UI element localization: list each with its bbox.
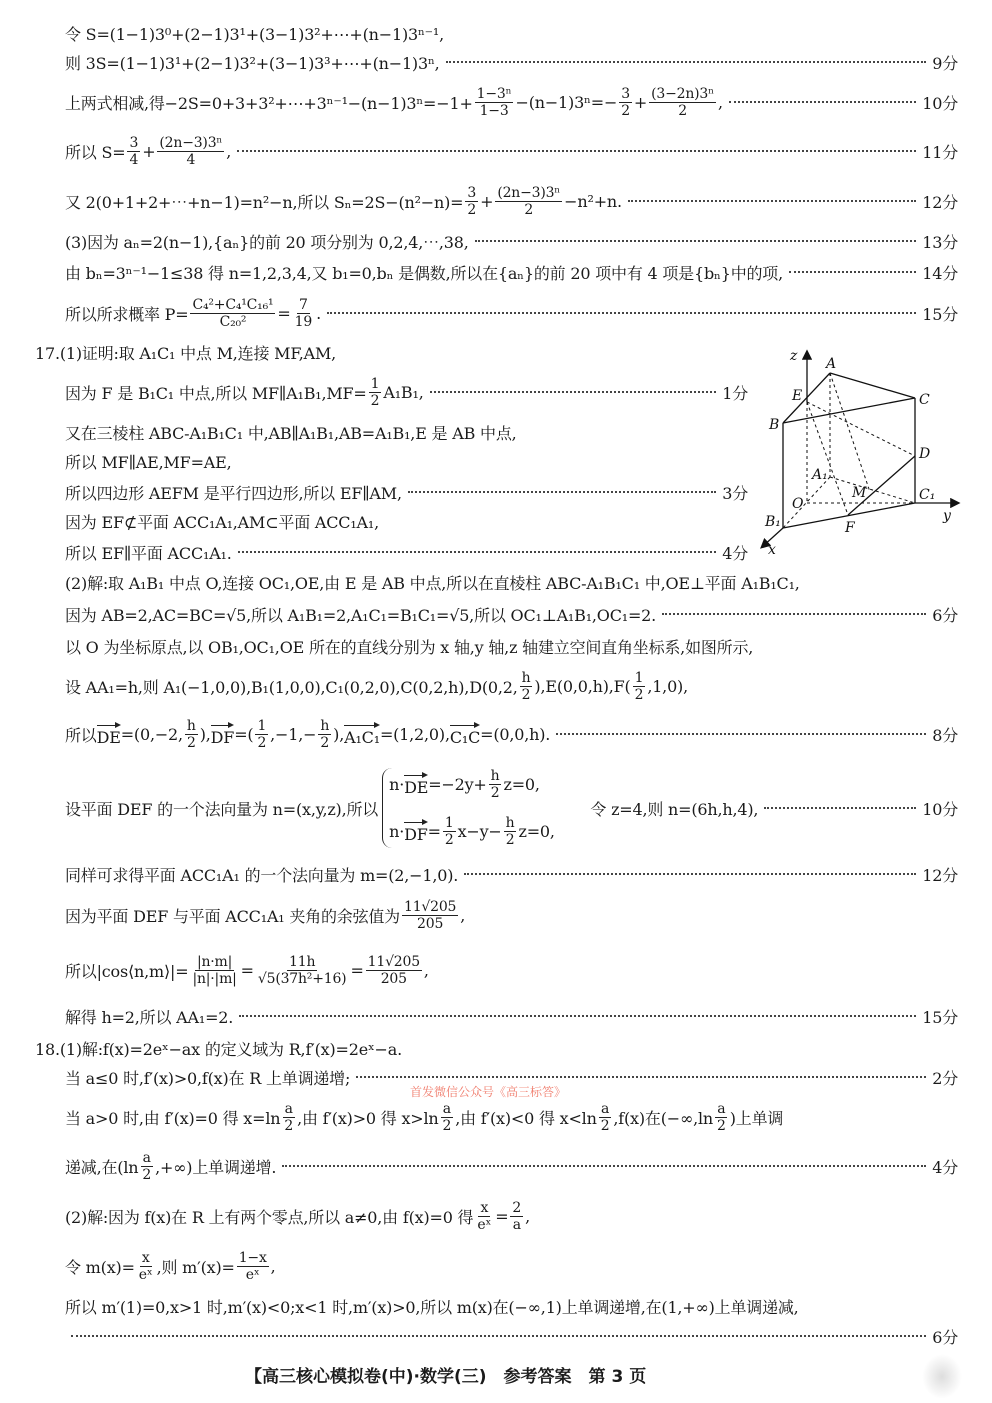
label-f: F bbox=[845, 520, 855, 536]
fraction-numerator: a bbox=[142, 1149, 151, 1166]
fraction bbox=[504, 815, 517, 848]
text-segment: 又 2(0+1+2+⋯+n−1)=n²−n,所以 Sₙ=2S−(n²−n)= bbox=[65, 192, 464, 212]
fraction-numerator: h bbox=[186, 717, 196, 734]
fraction-numerator: a bbox=[442, 1100, 451, 1117]
label-c1: C₁ bbox=[919, 487, 936, 503]
solution-line bbox=[65, 859, 958, 889]
text-segment: ,−1,− bbox=[270, 724, 317, 744]
fraction-numerator: (3−2n)3ⁿ bbox=[651, 85, 714, 102]
text-segment: = bbox=[495, 1206, 509, 1226]
label-a1: A₁ bbox=[812, 467, 828, 483]
score-label: 15分 bbox=[922, 302, 958, 325]
fraction-numerator: 1−3ⁿ bbox=[476, 85, 512, 102]
dot-leader bbox=[662, 613, 926, 615]
equation-system bbox=[382, 768, 555, 848]
text-segment: 因为 EF⊄平面 ACC₁A₁,AM⊂平面 ACC₁A₁, bbox=[65, 512, 380, 532]
text-segment: = bbox=[350, 960, 364, 980]
fraction-denominator: 2 bbox=[490, 785, 500, 801]
text-segment: 解得 h=2,所以 AA₁=2. bbox=[65, 1007, 234, 1027]
fraction bbox=[137, 1250, 155, 1283]
text-segment: (3)因为 aₙ=2(n−1),{aₙ}的前 20 项分别为 0,2,4,⋯,38, bbox=[65, 232, 469, 252]
fraction-numerator: 3 bbox=[621, 85, 630, 102]
dot-leader bbox=[628, 200, 916, 202]
solution-line bbox=[65, 1201, 958, 1231]
solution-line bbox=[65, 186, 958, 216]
fraction-numerator: a bbox=[717, 1100, 726, 1117]
equation-row bbox=[389, 768, 555, 801]
text-segment: 令 z=4,则 n=(6h,h,4), bbox=[558, 799, 759, 819]
text-segment: , bbox=[226, 141, 232, 161]
fraction-numerator: h bbox=[490, 768, 500, 784]
score-label: 13分 bbox=[922, 230, 958, 253]
text-segment: , bbox=[270, 1256, 276, 1276]
fraction-denominator: 2 bbox=[320, 734, 330, 751]
fraction bbox=[495, 185, 562, 218]
fraction bbox=[190, 954, 238, 987]
text-segment: 令 S=(1−1)3⁰+(2−1)3¹+(3−1)3²+⋯+(n−1)3ⁿ⁻¹, bbox=[65, 24, 445, 44]
solution-line bbox=[65, 1102, 958, 1132]
fraction-denominator: eˣ bbox=[477, 1216, 492, 1233]
fraction-denominator: 19 bbox=[294, 313, 313, 330]
dot-leader bbox=[764, 807, 916, 809]
score-label: 6分 bbox=[932, 1325, 958, 1348]
fraction-numerator: 11√205 bbox=[367, 953, 420, 970]
solution-line bbox=[35, 337, 748, 367]
solution-line bbox=[65, 446, 748, 476]
fraction bbox=[489, 768, 502, 801]
text-segment: (2)解:取 A₁B₁ 中点 O,连接 OC₁,OE,由 E 是 AB 中点,所以在直棱柱 ABC-A₁B₁C₁ 中,OE⊥平面 A₁B₁C₁, bbox=[65, 573, 800, 593]
fraction-numerator: 3 bbox=[467, 184, 477, 201]
text-segment: 同样可求得平面 ACC₁A₁ 的一个法向量为 m=(2,−1,0). bbox=[65, 865, 459, 885]
dot-leader bbox=[356, 1076, 926, 1078]
solution-line bbox=[65, 377, 748, 407]
fraction-numerator: C₄²+C₄¹C₁₆¹ bbox=[192, 296, 274, 313]
fraction bbox=[465, 185, 478, 218]
fraction-denominator: |n|·|m| bbox=[192, 970, 237, 987]
solution-line bbox=[65, 955, 958, 985]
solution-line bbox=[65, 567, 958, 597]
fraction-denominator: 2 bbox=[284, 1117, 294, 1134]
solution-line bbox=[65, 1291, 958, 1321]
fraction-denominator: 4 bbox=[129, 151, 139, 168]
fraction bbox=[520, 670, 533, 703]
fraction bbox=[366, 954, 422, 987]
solution-line bbox=[65, 506, 748, 536]
text-segment: ),E(0,0,h),F( bbox=[534, 676, 631, 696]
fraction bbox=[619, 86, 632, 119]
fraction bbox=[237, 1250, 269, 1283]
fraction bbox=[475, 86, 514, 119]
vector-symbol: DE bbox=[404, 772, 428, 797]
fraction bbox=[185, 718, 198, 751]
fraction-numerator: a bbox=[284, 1100, 293, 1117]
text-segment: 所以 bbox=[65, 725, 97, 745]
fraction-numerator: 2 bbox=[512, 1199, 522, 1216]
text-segment: z=0, bbox=[518, 822, 555, 841]
fraction-numerator: 3 bbox=[129, 134, 139, 151]
solution-line bbox=[65, 298, 958, 328]
score-label: 14分 bbox=[922, 261, 958, 284]
fraction bbox=[140, 1150, 153, 1183]
text-segment: 17.(1)证明:取 A₁C₁ 中点 M,连接 MF,AM, bbox=[35, 343, 337, 363]
solution-line bbox=[35, 1033, 958, 1063]
dot-leader bbox=[71, 1335, 926, 1337]
text-segment: 又在三棱柱 ABC-A₁B₁C₁ 中,AB∥A₁B₁,AB=A₁B₁,E 是 AB 中点, bbox=[65, 423, 517, 443]
text-segment: −n²+n. bbox=[564, 191, 622, 211]
text-segment: , bbox=[525, 1206, 531, 1226]
text-segment: ,1,0), bbox=[647, 676, 688, 696]
text-segment: 所以 m′(1)=0,x>1 时,m′(x)<0;x<1 时,m′(x)>0,所以 m(x)在(−∞,1)上单调递增,在(1,+∞)上单调递减, bbox=[65, 1297, 799, 1317]
fraction-denominator: 2 bbox=[505, 832, 515, 848]
fraction-numerator: |n·m| bbox=[196, 953, 233, 970]
vector-symbol: A₁C₁ bbox=[344, 722, 380, 747]
text-segment: n· bbox=[389, 775, 405, 794]
fraction-denominator: eˣ bbox=[138, 1266, 153, 1283]
text-segment: ), bbox=[333, 724, 345, 744]
text-segment: ,f(x)在(−∞,ln bbox=[613, 1108, 714, 1128]
text-segment: ), bbox=[199, 724, 211, 744]
text-segment: 所以 MF∥AE,MF=AE, bbox=[65, 452, 232, 472]
fraction-denominator: 2 bbox=[621, 102, 630, 119]
vector-symbol: C₁C bbox=[450, 722, 480, 747]
dot-leader bbox=[556, 733, 926, 735]
text-segment: 上两式相减,得−2S=0+3+3²+⋯+3ⁿ⁻¹−(n−1)3ⁿ=−1+ bbox=[65, 93, 473, 113]
text-segment: 18.(1)解:f(x)=2eˣ−ax 的定义域为 R,f′(x)=2eˣ−a. bbox=[35, 1039, 402, 1059]
dot-leader bbox=[789, 271, 916, 273]
text-segment: . bbox=[316, 303, 321, 323]
text-segment: + bbox=[142, 141, 156, 161]
dot-leader bbox=[282, 1165, 926, 1167]
fraction-numerator: h bbox=[505, 815, 515, 831]
score-label: 9分 bbox=[932, 51, 958, 74]
text-segment: =−2y+ bbox=[428, 775, 487, 794]
text-segment: 因为平面 DEF 与平面 ACC₁A₁ 夹角的余弦值为 bbox=[65, 906, 400, 926]
fraction-denominator: a bbox=[512, 1216, 521, 1233]
page-footer: 【高三核心模拟卷(中)·数学(三) 参考答案 第 3 页 bbox=[245, 1367, 647, 1387]
fraction-numerator: (2n−3)3ⁿ bbox=[497, 184, 561, 201]
fraction-denominator: 2 bbox=[678, 102, 687, 119]
solution-line bbox=[65, 417, 748, 447]
prism-figure bbox=[740, 340, 970, 570]
fraction bbox=[443, 815, 456, 848]
score-label: 3分 bbox=[722, 481, 748, 504]
scan-smear bbox=[922, 1354, 962, 1399]
solution-line bbox=[65, 537, 748, 567]
label-b: B bbox=[769, 417, 780, 433]
text-segment: 当 a>0 时,由 f′(x)=0 得 x=ln bbox=[65, 1108, 281, 1128]
score-label: 4分 bbox=[722, 541, 748, 564]
solution-line bbox=[65, 47, 958, 77]
dot-leader bbox=[464, 873, 916, 875]
fraction-numerator: a bbox=[600, 1100, 610, 1117]
fraction bbox=[402, 899, 458, 932]
text-segment: , bbox=[423, 960, 429, 980]
text-segment: =( bbox=[234, 724, 254, 744]
fraction bbox=[510, 1200, 523, 1233]
solution-line bbox=[65, 719, 958, 749]
solution-line bbox=[65, 1062, 958, 1092]
fraction-numerator: 1−x bbox=[238, 1249, 267, 1266]
text-segment: 所以四边形 AEFM 是平行四边形,所以 EF∥AM, bbox=[65, 483, 402, 503]
equation-row bbox=[389, 815, 555, 848]
text-segment: 递减,在(ln bbox=[65, 1157, 139, 1177]
score-label: 2分 bbox=[932, 1066, 958, 1089]
solution-line bbox=[65, 18, 958, 48]
text-segment: 所以|cos⟨n,m⟩|= bbox=[65, 961, 189, 981]
solution-line bbox=[65, 1151, 958, 1181]
text-segment: + bbox=[633, 92, 648, 112]
text-segment: = bbox=[240, 960, 254, 980]
score-label: 1分 bbox=[722, 381, 748, 404]
fraction-numerator: 1 bbox=[257, 717, 267, 734]
fraction-numerator: 7 bbox=[298, 296, 308, 313]
fraction bbox=[293, 297, 314, 330]
fraction bbox=[649, 86, 716, 119]
text-segment: 当 a≤0 时,f′(x)>0,f(x)在 R 上单调递增; bbox=[65, 1068, 351, 1088]
label-a: A bbox=[826, 356, 837, 372]
fraction-numerator: 1 bbox=[444, 815, 454, 831]
text-segment: 由 bₙ=3ⁿ⁻¹−1≤38 得 n=1,2,3,4,又 b₁=0,bₙ 是偶数,所以在{aₙ}的前 20 项中有 4 项是{bₙ}中的项, bbox=[65, 263, 783, 283]
dot-leader bbox=[237, 150, 916, 152]
vector-symbol: DF bbox=[404, 819, 428, 844]
score-label: 15分 bbox=[922, 1005, 958, 1028]
score-label: 12分 bbox=[922, 863, 958, 886]
fraction-denominator: 2 bbox=[142, 1166, 152, 1183]
solution-line bbox=[65, 768, 958, 848]
score-label: 4分 bbox=[932, 1155, 958, 1178]
label-d: D bbox=[919, 446, 931, 462]
vector-symbol: DF bbox=[211, 722, 235, 747]
fraction-denominator: 2 bbox=[442, 1117, 452, 1134]
fraction-denominator: 2 bbox=[524, 201, 534, 218]
text-segment: n· bbox=[389, 822, 405, 841]
fraction bbox=[441, 1101, 454, 1134]
score-label: 8分 bbox=[932, 723, 958, 746]
fraction-denominator: eˣ bbox=[245, 1266, 260, 1283]
score-label: 11分 bbox=[922, 140, 958, 163]
fraction bbox=[475, 1200, 493, 1233]
text-segment: ,由 f′(x)<0 得 x<ln bbox=[455, 1108, 597, 1128]
text-segment: =(0,0,h). bbox=[480, 724, 551, 744]
solution-line bbox=[65, 226, 958, 256]
fraction-denominator: 2 bbox=[186, 734, 196, 751]
fraction-numerator: 1 bbox=[634, 669, 644, 686]
solution-line bbox=[65, 136, 958, 166]
fraction-numerator: (2n−3)3ⁿ bbox=[159, 134, 223, 151]
fraction bbox=[715, 1101, 728, 1134]
text-segment: 则 3S=(1−1)3¹+(2−1)3²+(3−1)3³+⋯+(n−1)3ⁿ, bbox=[65, 53, 440, 73]
text-segment: =(0,−2, bbox=[120, 724, 183, 744]
dot-leader bbox=[446, 61, 927, 63]
solution-line bbox=[65, 1321, 958, 1351]
fraction-denominator: 2 bbox=[521, 686, 531, 703]
text-segment: 设平面 DEF 的一个法向量为 n=(x,y,z),所以 bbox=[65, 799, 379, 819]
text-segment: ,+∞)上单调递增. bbox=[155, 1157, 277, 1177]
label-c: C bbox=[919, 392, 930, 408]
dot-leader bbox=[430, 391, 717, 393]
score-label: 6分 bbox=[932, 603, 958, 626]
fraction-denominator: √5(37h²+16) bbox=[257, 970, 347, 987]
label-o: O bbox=[792, 496, 804, 512]
fraction-denominator: 1−3 bbox=[479, 102, 509, 119]
text-segment: 所以所求概率 P= bbox=[65, 304, 189, 324]
fraction-numerator: x bbox=[141, 1249, 150, 1266]
text-segment: , bbox=[460, 905, 466, 925]
fraction-numerator: h bbox=[521, 669, 531, 686]
vector-symbol: DE bbox=[97, 722, 121, 747]
text-segment: )上单调 bbox=[729, 1108, 784, 1128]
fraction-numerator: x bbox=[480, 1199, 489, 1216]
fraction bbox=[157, 135, 224, 168]
text-segment: 因为 F 是 B₁C₁ 中点,所以 MF∥A₁B₁,MF= bbox=[65, 383, 367, 403]
fraction-denominator: C₂₀² bbox=[219, 313, 247, 330]
label-m: M bbox=[852, 485, 867, 501]
text-segment: 设 AA₁=h,则 A₁(−1,0,0),B₁(1,0,0),C₁(0,2,0),C(0,2,h),D(0,2, bbox=[65, 677, 518, 697]
solution-line bbox=[65, 477, 748, 507]
solution-line bbox=[65, 900, 958, 930]
fraction bbox=[255, 718, 268, 751]
dot-leader bbox=[729, 101, 916, 103]
text-segment: , bbox=[717, 92, 723, 112]
fraction-denominator: 2 bbox=[257, 734, 267, 751]
fraction-denominator: 2 bbox=[467, 201, 477, 218]
text-segment: + bbox=[480, 191, 494, 211]
score-label: 12分 bbox=[922, 190, 958, 213]
dot-leader bbox=[408, 491, 716, 493]
fraction bbox=[127, 135, 140, 168]
fraction-numerator: 1 bbox=[370, 375, 380, 392]
fraction bbox=[369, 376, 382, 409]
fraction bbox=[599, 1101, 612, 1134]
text-segment: 所以 EF∥平面 ACC₁A₁. bbox=[65, 543, 232, 563]
text-segment: (2)解:因为 f(x)在 R 上有两个零点,所以 a≠0,由 f(x)=0 得 bbox=[65, 1207, 474, 1227]
fraction-numerator: 11√205 bbox=[403, 898, 457, 915]
score-label: 10分 bbox=[922, 797, 958, 820]
text-segment: 令 m(x)= bbox=[65, 1257, 135, 1277]
solution-line bbox=[65, 87, 958, 117]
solution-line bbox=[65, 1001, 958, 1031]
text-segment: = bbox=[427, 822, 441, 841]
solution-line bbox=[65, 1251, 958, 1281]
dot-leader bbox=[475, 240, 917, 242]
solution-line bbox=[65, 257, 958, 287]
dot-leader bbox=[327, 312, 916, 314]
text-segment: −(n−1)3ⁿ=− bbox=[515, 92, 618, 112]
fraction-numerator: 11h bbox=[289, 953, 316, 970]
dot-leader bbox=[239, 1015, 916, 1017]
fraction-denominator: 2 bbox=[634, 686, 644, 703]
fraction-numerator: h bbox=[320, 717, 330, 734]
text-segment: = bbox=[277, 303, 291, 323]
label-b1: B₁ bbox=[765, 514, 781, 530]
fraction bbox=[256, 954, 349, 987]
label-z: z bbox=[790, 348, 798, 364]
solution-line bbox=[65, 631, 958, 661]
text-segment: x−y− bbox=[457, 822, 502, 841]
score-label: 10分 bbox=[922, 91, 958, 114]
fraction bbox=[633, 670, 646, 703]
dot-leader bbox=[238, 551, 717, 553]
fraction-denominator: 2 bbox=[717, 1117, 726, 1134]
text-segment: A₁B₁, bbox=[383, 382, 424, 402]
fraction-denominator: 205 bbox=[380, 970, 407, 987]
fraction-denominator: 2 bbox=[370, 392, 380, 409]
fraction-denominator: 4 bbox=[186, 151, 196, 168]
text-segment: =(1,2,0), bbox=[379, 724, 450, 744]
text-segment: z=0, bbox=[503, 775, 540, 794]
solution-line bbox=[65, 671, 958, 701]
label-x: x bbox=[768, 542, 776, 558]
text-segment: 以 O 为坐标原点,以 OB₁,OC₁,OE 所在的直线分别为 x 轴,y 轴,z 轴建立空间直角坐标系,如图所示, bbox=[65, 637, 754, 657]
text-segment: 所以 S= bbox=[65, 142, 126, 162]
solution-line bbox=[65, 599, 958, 629]
fraction-denominator: 2 bbox=[600, 1117, 610, 1134]
text-segment: ,由 f′(x)>0 得 x>ln bbox=[297, 1108, 439, 1128]
label-e: E bbox=[792, 388, 803, 404]
text-segment: ,则 m′(x)= bbox=[156, 1257, 235, 1277]
fraction bbox=[282, 1101, 295, 1134]
fraction-denominator: 2 bbox=[444, 832, 454, 848]
fraction-denominator: 205 bbox=[417, 915, 444, 932]
fraction bbox=[318, 718, 331, 751]
fraction bbox=[190, 297, 275, 330]
label-y: y bbox=[943, 508, 951, 524]
text-segment: 因为 AB=2,AC=BC=√5,所以 A₁B₁=2,A₁C₁=B₁C₁=√5,所以 OC₁⊥A₁B₁,OC₁=2. bbox=[65, 605, 657, 625]
watermark: 首发微信公众号《高三标答》 bbox=[410, 1085, 567, 1099]
